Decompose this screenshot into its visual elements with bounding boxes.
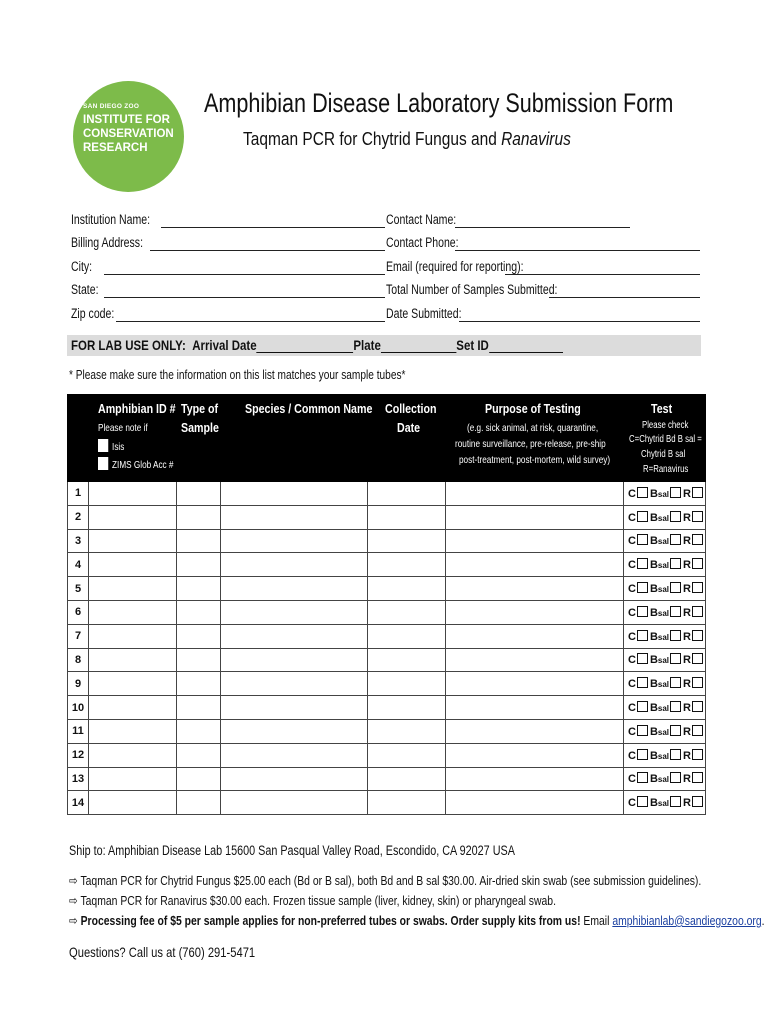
- total-samples-label: Total Number of Samples Submitted:: [386, 282, 558, 297]
- c-checkbox[interactable]: [637, 725, 648, 736]
- c-label: C: [628, 487, 636, 500]
- amphibian-id-cell[interactable]: [89, 553, 177, 577]
- sample-table: [67, 394, 706, 815]
- logo-line-3: CONSERVATION: [83, 128, 174, 140]
- test-cell: [624, 482, 706, 506]
- b-label: B: [649, 487, 658, 500]
- bsal-checkbox[interactable]: [670, 701, 681, 712]
- type-of-sample-cell[interactable]: [177, 719, 221, 743]
- b-label: B: [649, 535, 658, 548]
- type-of-sample-cell[interactable]: [177, 648, 221, 672]
- purpose-cell[interactable]: [446, 743, 624, 767]
- test-cell: [624, 529, 706, 553]
- purpose-cell[interactable]: [446, 505, 624, 529]
- ship-to-address: Ship to: Amphibian Disease Lab 15600 San Pasqual Valley Road, Escondido, CA 92027 USA: [69, 843, 515, 858]
- c-label: C: [628, 583, 636, 596]
- r-checkbox[interactable]: [692, 653, 703, 664]
- species-cell[interactable]: [221, 791, 368, 815]
- type-of-sample-cell[interactable]: [177, 672, 221, 696]
- table-row: [68, 696, 706, 720]
- header-purpose: [446, 395, 624, 482]
- processing-fee-text: Processing fee of $5 per sample applies for non-preferred tubes or swabs. Order supply kits from us!: [80, 913, 581, 928]
- logo-text: [83, 113, 174, 155]
- isis-label: Isis: [112, 441, 125, 453]
- row-number: 5: [68, 577, 89, 601]
- amphibian-id-cell[interactable]: [89, 696, 177, 720]
- collection-date-cell[interactable]: [368, 529, 446, 553]
- sal-label: sal: [657, 656, 670, 666]
- collection-date-cell[interactable]: [368, 600, 446, 624]
- row-number: 10: [68, 696, 89, 720]
- r-label: R: [683, 678, 691, 691]
- please-note-text: Please note if: [98, 422, 148, 434]
- row-number: 4: [68, 553, 89, 577]
- r-label: R: [683, 606, 691, 619]
- c-checkbox[interactable]: [637, 534, 648, 545]
- zims-checkbox[interactable]: [98, 457, 108, 470]
- type-of-sample-cell[interactable]: [177, 743, 221, 767]
- c-checkbox[interactable]: [637, 558, 648, 569]
- form-title: Amphibian Disease Laboratory Submission Form: [204, 88, 674, 118]
- sample-heading: Sample: [181, 420, 219, 435]
- collection-date-cell[interactable]: [368, 505, 446, 529]
- date-heading: Date: [397, 420, 421, 435]
- institute-logo: [73, 81, 184, 192]
- table-row: [68, 672, 706, 696]
- arrow-icon: ⇨: [69, 873, 78, 888]
- table-row: [68, 505, 706, 529]
- bsal-checkbox[interactable]: [670, 677, 681, 688]
- species-cell[interactable]: [221, 767, 368, 791]
- c-label: C: [628, 606, 636, 619]
- row-number: 13: [68, 767, 89, 791]
- set-id-field[interactable]: [489, 338, 563, 353]
- purpose-cell[interactable]: [446, 529, 624, 553]
- type-of-heading: Type of: [181, 401, 219, 416]
- sal-label: sal: [657, 727, 670, 737]
- row-number: 8: [68, 648, 89, 672]
- c-label: C: [628, 725, 636, 738]
- r-checkbox[interactable]: [692, 749, 703, 760]
- test-cell: [624, 624, 706, 648]
- b-label: B: [649, 606, 658, 619]
- b-label: B: [649, 702, 658, 715]
- amphibian-id-cell[interactable]: [89, 505, 177, 529]
- species-cell[interactable]: [221, 482, 368, 506]
- set-id-label: Set ID: [456, 337, 489, 353]
- c-checkbox[interactable]: [637, 511, 648, 522]
- processing-fee-line: [69, 913, 765, 929]
- sal-label: sal: [657, 608, 670, 618]
- table-row: [68, 553, 706, 577]
- b-label: B: [649, 678, 658, 691]
- header-species: [221, 395, 373, 482]
- bsal-checkbox[interactable]: [670, 534, 681, 545]
- sample-table-body: [68, 482, 706, 815]
- ranavirus-pricing-text: Taqman PCR for Ranavirus $30.00 each. Frozen tissue sample (liver, kidney, skin) or pharyngeal swab.: [80, 893, 556, 908]
- amphibian-id-cell[interactable]: [89, 577, 177, 601]
- table-row: [68, 624, 706, 648]
- r-checkbox[interactable]: [692, 534, 703, 545]
- purpose-desc-2: routine surveillance, pre-release, pre-ship: [455, 438, 606, 450]
- header-amphibian-id: [89, 395, 177, 482]
- test-desc-2: C=Chytrid Bd B sal =: [629, 434, 702, 445]
- r-checkbox[interactable]: [692, 606, 703, 617]
- purpose-cell[interactable]: [446, 696, 624, 720]
- amphibian-id-heading: Amphibian ID #: [98, 401, 176, 416]
- amphibian-id-cell[interactable]: [89, 648, 177, 672]
- r-label: R: [683, 583, 691, 596]
- c-checkbox[interactable]: [637, 796, 648, 807]
- contact-phone-label: Contact Phone:: [386, 235, 459, 250]
- collection-date-cell[interactable]: [368, 648, 446, 672]
- test-heading: Test: [651, 401, 673, 416]
- c-checkbox[interactable]: [637, 677, 648, 688]
- species-cell[interactable]: [221, 696, 368, 720]
- email-label: Email (required for reporting):: [386, 259, 524, 274]
- bsal-checkbox[interactable]: [670, 582, 681, 593]
- purpose-cell[interactable]: [446, 600, 624, 624]
- amphibian-id-cell[interactable]: [89, 791, 177, 815]
- state-field[interactable]: [104, 297, 385, 298]
- test-desc-3: Chytrid B sal: [641, 449, 686, 460]
- purpose-cell[interactable]: [446, 791, 624, 815]
- test-cell: [624, 553, 706, 577]
- email-link[interactable]: amphibianlab@sandiegozoo.org: [612, 913, 762, 928]
- billing-address-field[interactable]: [150, 250, 385, 251]
- state-label: State:: [71, 282, 99, 297]
- city-label: City:: [71, 259, 93, 274]
- header-number: [68, 395, 89, 482]
- bsal-checkbox[interactable]: [670, 558, 681, 569]
- r-checkbox[interactable]: [692, 582, 703, 593]
- amphibian-id-cell[interactable]: [89, 482, 177, 506]
- collection-heading: Collection: [385, 401, 437, 416]
- r-label: R: [683, 630, 691, 643]
- chytrid-pricing-line: [69, 873, 701, 889]
- species-cell[interactable]: [221, 648, 368, 672]
- purpose-cell[interactable]: [446, 672, 624, 696]
- type-of-sample-cell[interactable]: [177, 600, 221, 624]
- subtitle-italic: Ranavirus: [501, 129, 571, 149]
- collection-date-cell[interactable]: [368, 719, 446, 743]
- test-cell: [624, 648, 706, 672]
- row-number: 12: [68, 743, 89, 767]
- zims-label: ZIMS Glob Acc #: [112, 459, 174, 471]
- amphibian-id-cell[interactable]: [89, 719, 177, 743]
- species-cell[interactable]: [221, 600, 368, 624]
- collection-date-cell[interactable]: [368, 672, 446, 696]
- purpose-heading: Purpose of Testing: [485, 401, 581, 416]
- type-of-sample-cell[interactable]: [177, 482, 221, 506]
- b-label: B: [649, 773, 658, 786]
- subtitle-plain: Taqman PCR for Chytrid Fungus and: [243, 129, 502, 149]
- purpose-cell[interactable]: [446, 767, 624, 791]
- c-checkbox[interactable]: [637, 487, 648, 498]
- city-field[interactable]: [104, 274, 385, 275]
- collection-date-cell[interactable]: [368, 482, 446, 506]
- sal-label: sal: [657, 704, 670, 714]
- purpose-desc-3: post-treatment, post-mortem, wild survey): [459, 454, 611, 466]
- header-type-of-sample: [177, 395, 221, 482]
- collection-date-cell[interactable]: [368, 791, 446, 815]
- r-label: R: [683, 773, 691, 786]
- c-checkbox[interactable]: [637, 653, 648, 664]
- test-cell: [624, 505, 706, 529]
- table-row: [68, 600, 706, 624]
- purpose-cell[interactable]: [446, 719, 624, 743]
- sal-label: sal: [657, 513, 670, 523]
- date-submitted-field[interactable]: [459, 321, 700, 322]
- contact-phone-field[interactable]: [455, 250, 700, 251]
- period-text: .: [761, 913, 765, 928]
- test-desc-1: Please check: [642, 420, 689, 431]
- row-number: 9: [68, 672, 89, 696]
- logo-line-1: SAN DIEGO ZOO: [83, 103, 140, 110]
- c-label: C: [628, 678, 636, 691]
- amphibian-id-cell[interactable]: [89, 743, 177, 767]
- contact-name-label: Contact Name:: [386, 212, 457, 227]
- species-heading: Species / Common Name: [245, 401, 373, 416]
- type-of-sample-cell[interactable]: [177, 577, 221, 601]
- r-checkbox[interactable]: [692, 511, 703, 522]
- sal-label: sal: [657, 585, 670, 595]
- table-row: [68, 529, 706, 553]
- sal-label: sal: [657, 489, 670, 499]
- collection-date-cell[interactable]: [368, 553, 446, 577]
- test-cell: [624, 600, 706, 624]
- collection-date-cell[interactable]: [368, 696, 446, 720]
- r-label: R: [683, 535, 691, 548]
- test-cell: [624, 696, 706, 720]
- purpose-cell[interactable]: [446, 553, 624, 577]
- amphibian-id-cell[interactable]: [89, 624, 177, 648]
- amphibian-id-cell[interactable]: [89, 767, 177, 791]
- arrival-date-field[interactable]: [257, 338, 354, 353]
- zip-code-field[interactable]: [116, 321, 385, 322]
- row-number: 6: [68, 600, 89, 624]
- c-label: C: [628, 749, 636, 762]
- amphibian-id-cell[interactable]: [89, 672, 177, 696]
- form-subtitle: [243, 129, 571, 150]
- arrival-date-label: Arrival Date: [192, 337, 257, 353]
- table-row: [68, 577, 706, 601]
- header-collection-date: [368, 395, 446, 482]
- b-label: B: [649, 725, 658, 738]
- row-number: 11: [68, 719, 89, 743]
- bsal-checkbox[interactable]: [670, 630, 681, 641]
- b-label: B: [649, 797, 658, 810]
- test-cell: [624, 767, 706, 791]
- plate-label: Plate: [353, 337, 381, 353]
- type-of-sample-cell[interactable]: [177, 696, 221, 720]
- row-number: 7: [68, 624, 89, 648]
- bsal-checkbox[interactable]: [670, 487, 681, 498]
- r-checkbox[interactable]: [692, 558, 703, 569]
- collection-date-cell[interactable]: [368, 624, 446, 648]
- header-test: [624, 395, 706, 482]
- sal-label: sal: [657, 751, 670, 761]
- bsal-checkbox[interactable]: [670, 772, 681, 783]
- test-desc-4: R=Ranavirus: [643, 464, 689, 475]
- logo-line-4: RESEARCH: [83, 142, 148, 154]
- type-of-sample-cell[interactable]: [177, 529, 221, 553]
- questions-phone: Questions? Call us at (760) 291-5471: [69, 944, 256, 960]
- table-row: [68, 719, 706, 743]
- r-label: R: [683, 702, 691, 715]
- b-label: B: [649, 511, 658, 524]
- species-cell[interactable]: [221, 577, 368, 601]
- r-label: R: [683, 797, 691, 810]
- ranavirus-pricing-line: [69, 893, 556, 909]
- row-number: 1: [68, 482, 89, 506]
- bsal-checkbox[interactable]: [670, 606, 681, 617]
- c-label: C: [628, 559, 636, 572]
- test-cell: [624, 577, 706, 601]
- bsal-checkbox[interactable]: [670, 725, 681, 736]
- c-label: C: [628, 630, 636, 643]
- purpose-cell[interactable]: [446, 482, 624, 506]
- purpose-desc-1: (e.g. sick animal, at risk, quarantine,: [467, 422, 599, 434]
- bsal-checkbox[interactable]: [670, 653, 681, 664]
- sal-label: sal: [657, 799, 670, 809]
- bsal-checkbox[interactable]: [670, 749, 681, 760]
- species-cell[interactable]: [221, 672, 368, 696]
- type-of-sample-cell[interactable]: [177, 767, 221, 791]
- b-label: B: [649, 749, 658, 762]
- b-label: B: [649, 630, 658, 643]
- species-cell[interactable]: [221, 624, 368, 648]
- r-checkbox[interactable]: [692, 772, 703, 783]
- species-cell[interactable]: [221, 743, 368, 767]
- r-label: R: [683, 654, 691, 667]
- collection-date-cell[interactable]: [368, 577, 446, 601]
- lab-use-text: [71, 337, 563, 353]
- plate-field[interactable]: [381, 338, 456, 353]
- amphibian-id-cell[interactable]: [89, 600, 177, 624]
- purpose-cell[interactable]: [446, 577, 624, 601]
- sal-label: sal: [657, 632, 670, 642]
- c-label: C: [628, 511, 636, 524]
- r-checkbox[interactable]: [692, 487, 703, 498]
- c-checkbox[interactable]: [637, 772, 648, 783]
- logo-line-2: INSTITUTE FOR: [83, 114, 170, 126]
- collection-date-cell[interactable]: [368, 743, 446, 767]
- row-number: 14: [68, 791, 89, 815]
- c-checkbox[interactable]: [637, 630, 648, 641]
- species-cell[interactable]: [221, 719, 368, 743]
- type-of-sample-cell[interactable]: [177, 624, 221, 648]
- r-label: R: [683, 511, 691, 524]
- tube-match-note: * Please make sure the information on this list matches your sample tubes*: [69, 367, 406, 382]
- zip-code-label: Zip code:: [71, 306, 115, 321]
- sal-label: sal: [657, 561, 670, 571]
- table-row: [68, 767, 706, 791]
- test-cell: [624, 791, 706, 815]
- collection-date-cell[interactable]: [368, 767, 446, 791]
- c-checkbox[interactable]: [637, 749, 648, 760]
- institution-name-field[interactable]: [161, 227, 385, 228]
- sal-label: sal: [657, 775, 670, 785]
- sal-label: sal: [657, 680, 670, 690]
- row-number: 2: [68, 505, 89, 529]
- species-cell[interactable]: [221, 529, 368, 553]
- type-of-sample-cell[interactable]: [177, 791, 221, 815]
- type-of-sample-cell[interactable]: [177, 553, 221, 577]
- sal-label: sal: [657, 537, 670, 547]
- table-header-row: [68, 395, 706, 482]
- b-label: B: [649, 559, 658, 572]
- c-label: C: [628, 797, 636, 810]
- chytrid-pricing-text: Taqman PCR for Chytrid Fungus $25.00 each (Bd or B sal), both Bd and B sal $30.00. Air-dried skin swab (see submission guidelines).: [80, 873, 702, 888]
- species-cell[interactable]: [221, 505, 368, 529]
- email-field[interactable]: [505, 274, 700, 275]
- r-checkbox[interactable]: [692, 796, 703, 807]
- c-checkbox[interactable]: [637, 582, 648, 593]
- arrow-icon: ⇨: [69, 893, 78, 908]
- email-label-text: Email: [580, 913, 613, 928]
- row-number: 3: [68, 529, 89, 553]
- c-label: C: [628, 654, 636, 667]
- test-cell: [624, 743, 706, 767]
- r-label: R: [683, 749, 691, 762]
- test-cell: [624, 719, 706, 743]
- total-samples-field[interactable]: [549, 297, 700, 298]
- c-label: C: [628, 702, 636, 715]
- amphibian-id-cell[interactable]: [89, 529, 177, 553]
- r-checkbox[interactable]: [692, 677, 703, 688]
- billing-address-label: Billing Address:: [71, 235, 144, 250]
- c-checkbox[interactable]: [637, 606, 648, 617]
- isis-option: [98, 439, 124, 455]
- r-label: R: [683, 725, 691, 738]
- r-checkbox[interactable]: [692, 630, 703, 641]
- r-label: R: [683, 487, 691, 500]
- bsal-checkbox[interactable]: [670, 796, 681, 807]
- test-cell: [624, 672, 706, 696]
- r-checkbox[interactable]: [692, 701, 703, 712]
- isis-checkbox[interactable]: [98, 439, 108, 452]
- table-row: [68, 482, 706, 506]
- c-checkbox[interactable]: [637, 701, 648, 712]
- date-submitted-label: Date Submitted:: [386, 306, 462, 321]
- lab-use-label: FOR LAB USE ONLY:: [71, 337, 186, 353]
- type-of-sample-cell[interactable]: [177, 505, 221, 529]
- r-label: R: [683, 559, 691, 572]
- bsal-checkbox[interactable]: [670, 511, 681, 522]
- species-cell[interactable]: [221, 553, 368, 577]
- purpose-cell[interactable]: [446, 624, 624, 648]
- c-label: C: [628, 535, 636, 548]
- table-row: [68, 791, 706, 815]
- b-label: B: [649, 654, 658, 667]
- contact-name-field[interactable]: [455, 227, 630, 228]
- arrow-icon: ⇨: [69, 913, 78, 928]
- r-checkbox[interactable]: [692, 725, 703, 736]
- zims-option: [98, 457, 173, 473]
- b-label: B: [649, 583, 658, 596]
- c-label: C: [628, 773, 636, 786]
- institution-name-label: Institution Name:: [71, 212, 151, 227]
- table-row: [68, 648, 706, 672]
- table-row: [68, 743, 706, 767]
- purpose-cell[interactable]: [446, 648, 624, 672]
